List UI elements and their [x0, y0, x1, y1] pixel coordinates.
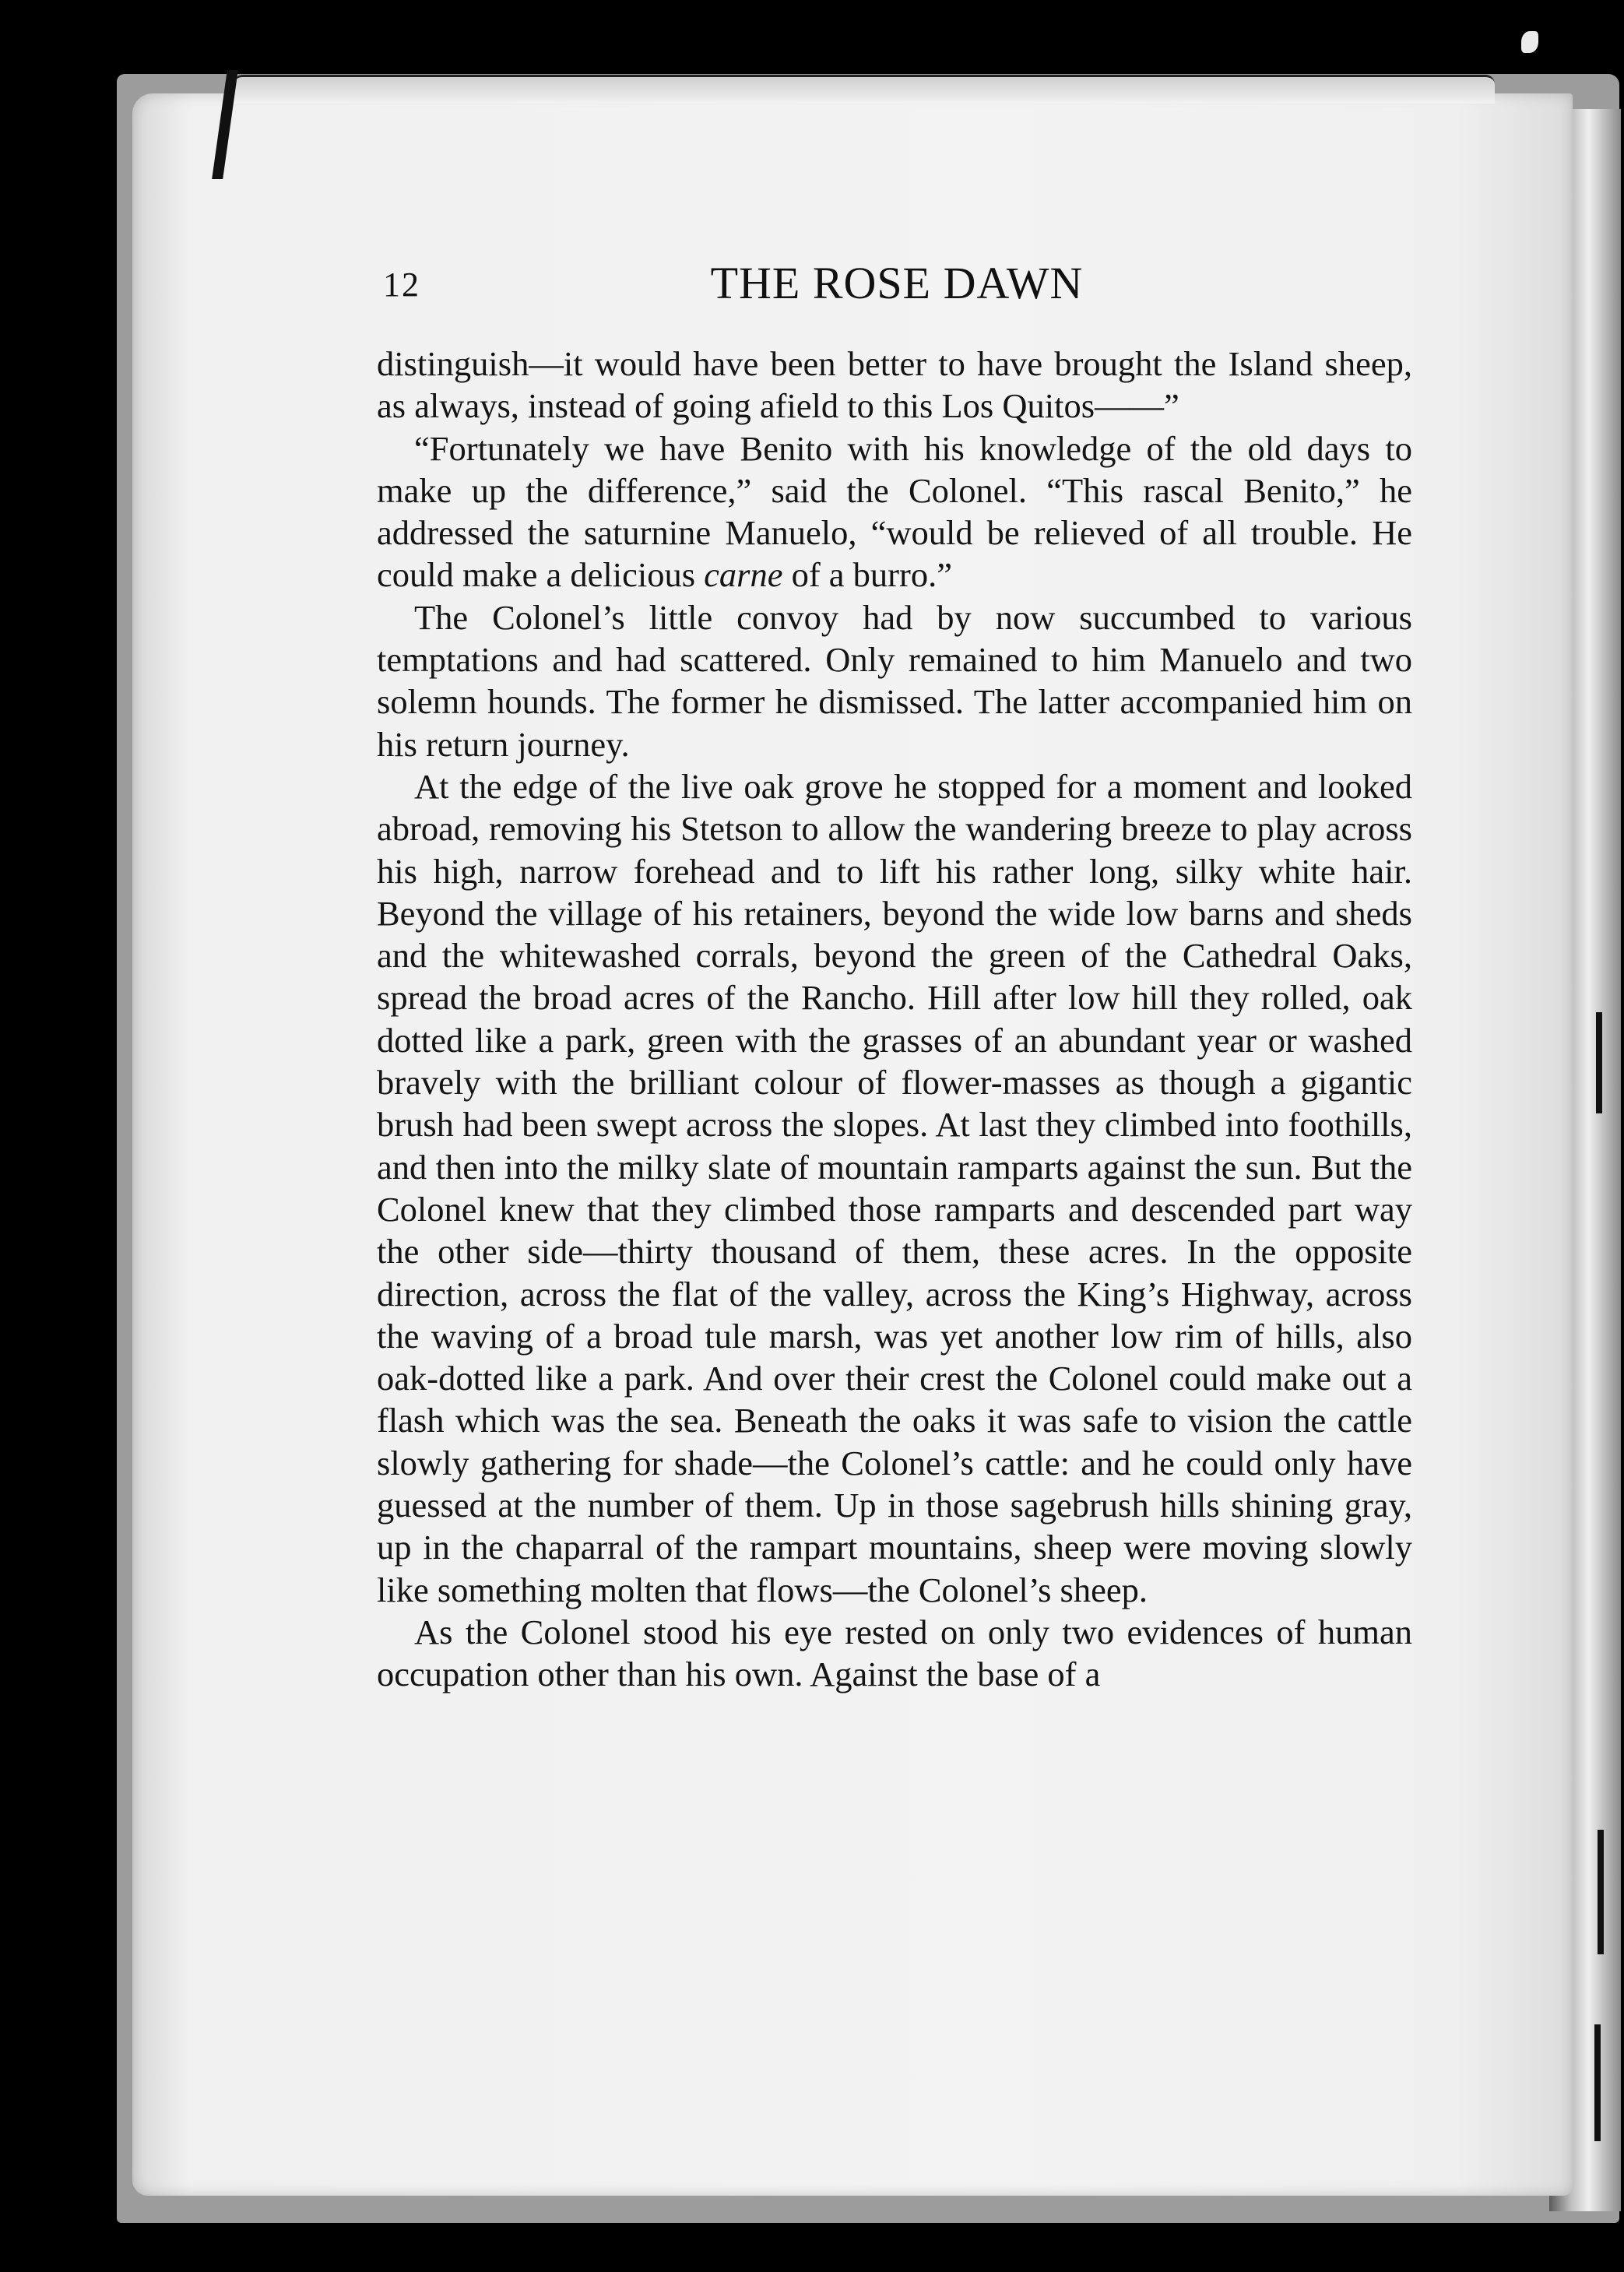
paragraph-text: “Fortunately we have Benito with his knowledge of the old days to make up the difference,” said the Colonel. “This rascal Benito,” he addressed the saturnine Manuelo, “would be relieved of all trouble. He could make a delicious — [377, 428, 1412, 595]
paragraph: At the edge of the live oak grove he stopped for a moment and looked abroad, removing his Stetson to allow the wandering breeze to play across his high, narrow forehead and to lift his rather long, silky white hair. Beyond the village of his retainers, beyond the wide low barns and sheds and the whitewashed corrals, beyond the green of the Cathedral Oaks, spread the broad acres of the Rancho. Hill after low hill they rolled, oak dotted like a park, green with the grasses of an abundant year or washed bravely with the brilliant colour of flower-masses as though a gigantic brush had been swept across the slopes. At last they climbed into foothills, and then into the milky slate of mountain ramparts against the sun. But the Colonel knew that they climbed those ramparts and descended part way the other side—thirty thousand of them, these acres. In the opposite direction, across the flat of the valley, across the King’s Highway, across the waving of a broad tule marsh, was yet another low rim of hills, also oak-dotted like a park. And over their crest the Colonel could make out a flash which was the sea. Beneath the oaks it was safe to vision the cattle slowly gathering for shade—the Colonel’s cattle: and he could only have guessed at the number of them. Up in those sagebrush hills shining gray, up in the chaparral of the rampart mountains, sheep were moving slowly like something molten that flows—the Colonel’s sheep. — [377, 766, 1412, 1609]
paragraph: distinguish—it would have been better to have brought the Island sheep, as always, instead of going afield to this Los Quitos——” — [377, 344, 1412, 426]
top-page-edge — [234, 75, 1495, 104]
paragraph: As the Colonel stood his eye rested on only two evidences of human occupation other than his own. Against the base of a — [377, 1612, 1412, 1694]
page-number: 12 — [383, 266, 420, 304]
edge-shadow-mark — [1596, 1012, 1602, 1113]
paragraph-text: of a burro.” — [782, 555, 952, 595]
edge-shadow-mark — [1598, 1830, 1604, 1954]
running-title: THE ROSE DAWN — [710, 258, 1084, 308]
body-text — [377, 343, 1412, 1696]
italic-word: carne — [704, 555, 783, 595]
scan-corner-mark — [1521, 31, 1538, 53]
page-header — [383, 257, 1411, 319]
edge-shadow-mark — [1594, 2024, 1601, 2141]
paragraph: The Colonel’s little convoy had by now succumbed to various temptations and had scattered. Only remained to him Manuelo and two solemn hounds. The former he dismissed. The latter accompanied him on his return journey. — [377, 597, 1412, 764]
paragraph — [377, 427, 1412, 596]
